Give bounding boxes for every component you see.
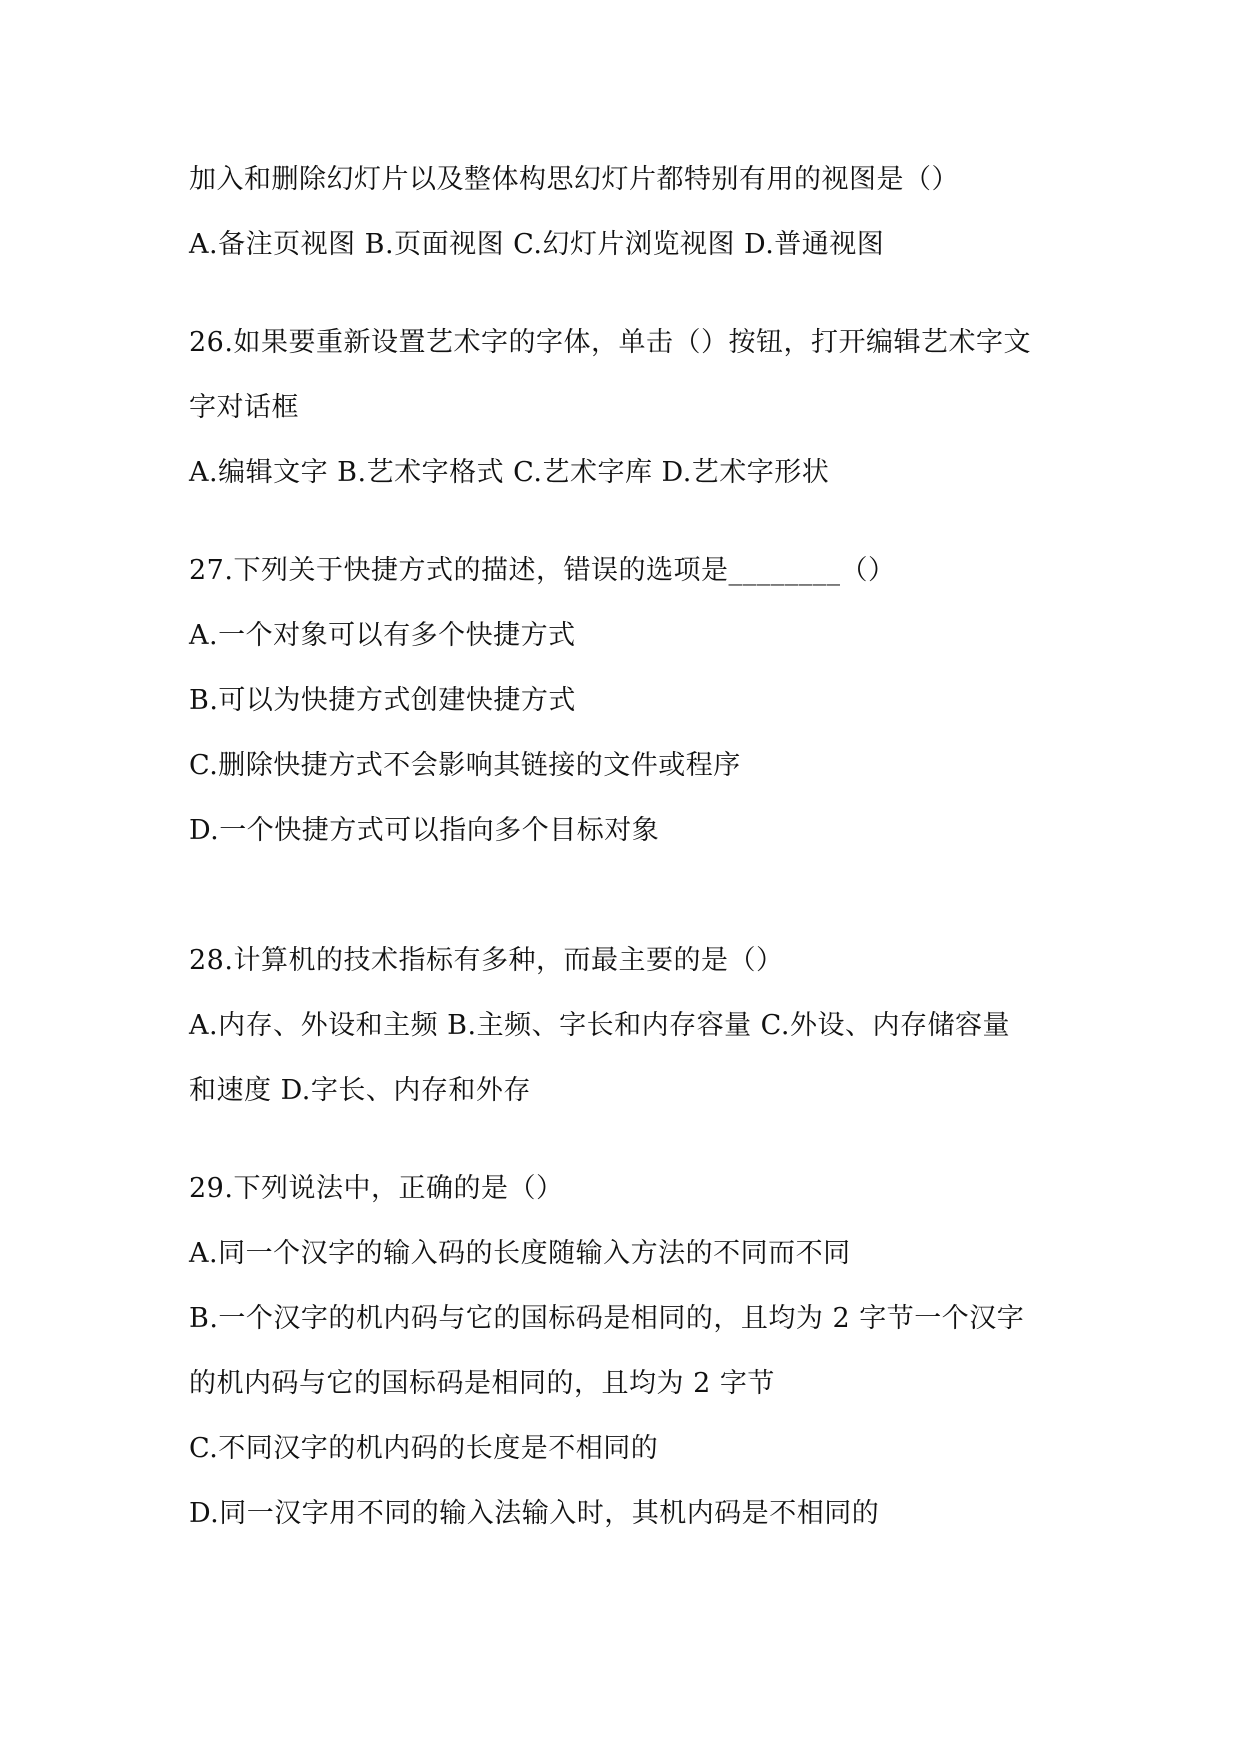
- question-28-options-line1: A.内存、外设和主频 B.主频、字长和内存容量 C.外设、内存储容量: [189, 1010, 1010, 1041]
- question-27-text: 27.下列关于快捷方式的描述，错误的选项是________（）: [189, 555, 896, 586]
- question-27-option-c: C.删除快捷方式不会影响其链接的文件或程序: [189, 750, 741, 781]
- question-28-options-line2: 和速度 D.字长、内存和外存: [189, 1075, 531, 1106]
- question-28-text: 28.计算机的技术指标有多种，而最主要的是（）: [189, 945, 784, 976]
- question-intro-options: A.备注页视图 B.页面视图 C.幻灯片浏览视图 D.普通视图: [189, 229, 885, 260]
- question-29-option-a: A.同一个汉字的输入码的长度随输入方法的不同而不同: [189, 1238, 851, 1269]
- question-intro-text: 加入和删除幻灯片以及整体构思幻灯片都特别有用的视图是（）: [189, 164, 959, 195]
- question-27-option-b: B.可以为快捷方式创建快捷方式: [189, 685, 576, 716]
- question-29-text: 29.下列说法中，正确的是（）: [189, 1173, 564, 1204]
- question-26-text-line2: 字对话框: [189, 392, 299, 423]
- question-26-options: A.编辑文字 B.艺术字格式 C.艺术字库 D.艺术字形状: [189, 457, 830, 488]
- question-26-text-line1: 26.如果要重新设置艺术字的字体，单击（）按钮，打开编辑艺术字文: [189, 327, 1031, 358]
- question-29-option-b-line1: B.一个汉字的机内码与它的国标码是相同的，且均为 2 字节一个汉字: [189, 1303, 1025, 1334]
- question-27-option-d: D.一个快捷方式可以指向多个目标对象: [189, 815, 660, 846]
- question-29-option-d: D.同一汉字用不同的输入法输入时，其机内码是不相同的: [189, 1498, 880, 1529]
- question-29-option-c: C.不同汉字的机内码的长度是不相同的: [189, 1433, 659, 1464]
- question-27-option-a: A.一个对象可以有多个快捷方式: [189, 620, 576, 651]
- question-29-option-b-line2: 的机内码与它的国标码是相同的，且均为 2 字节: [189, 1368, 775, 1399]
